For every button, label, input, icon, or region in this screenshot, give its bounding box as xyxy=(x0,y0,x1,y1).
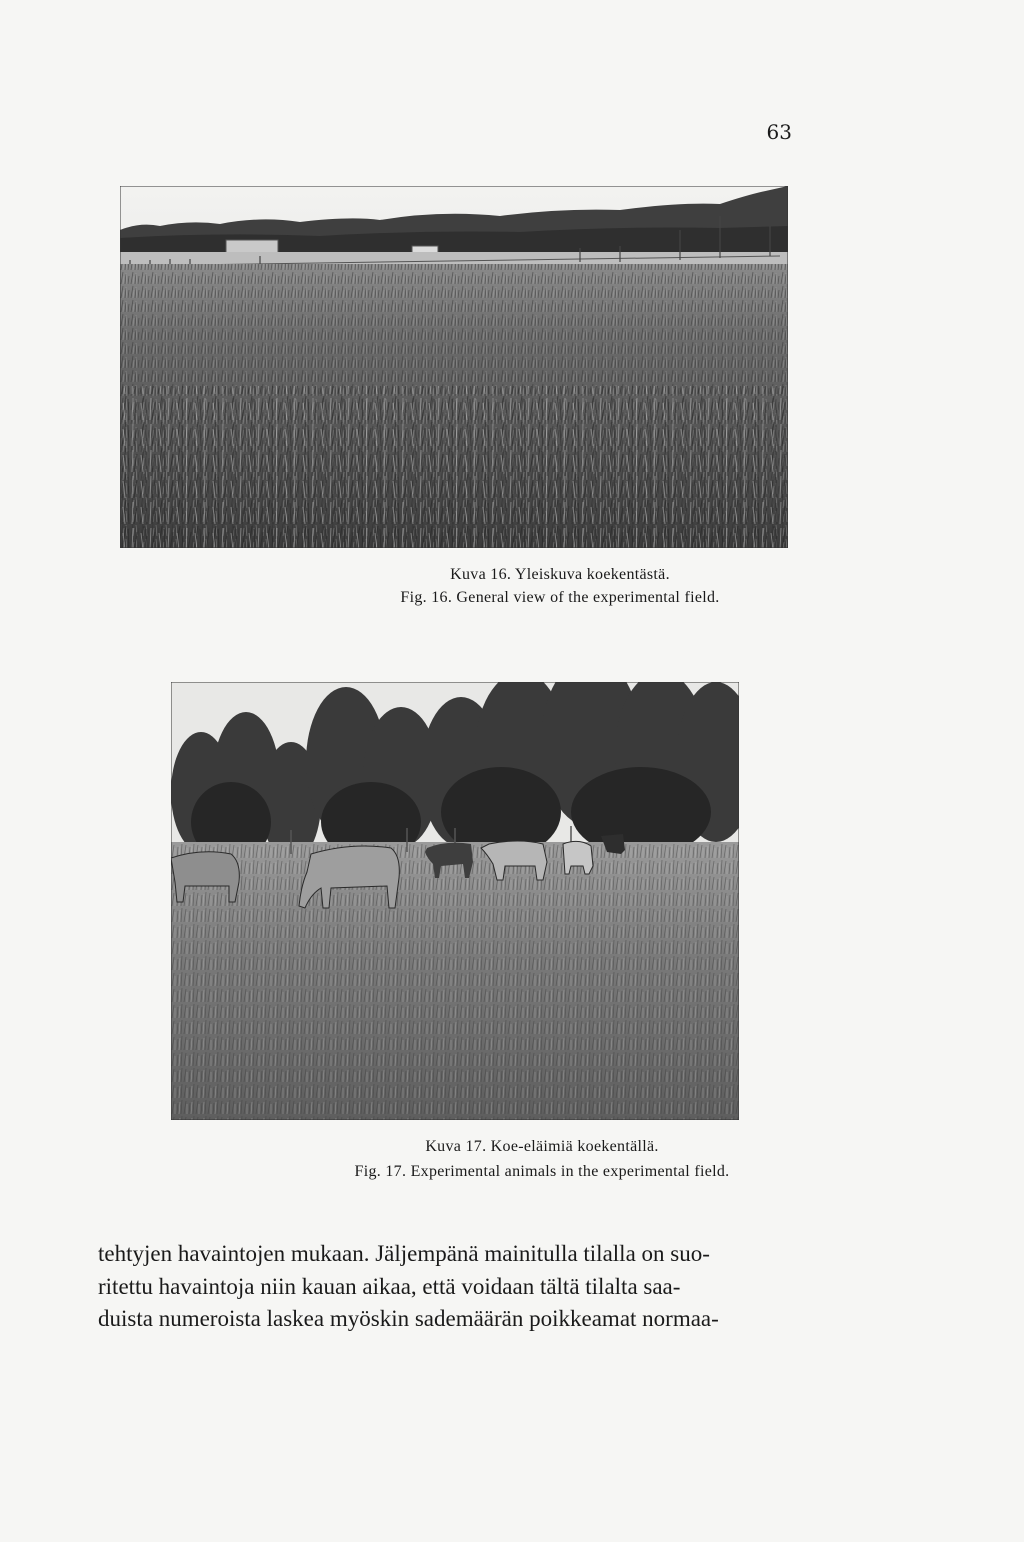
field-photo-image xyxy=(120,186,788,548)
figure-16-photo xyxy=(120,186,788,548)
page-number: 63 xyxy=(766,120,792,144)
body-line: ritettu havaintoja niin kauan aikaa, että voidaan tältä tilalta saa- xyxy=(98,1273,681,1299)
figure-16-caption-en: Fig. 16. General view of the experimental field. xyxy=(400,589,720,606)
body-line: duista numeroista laskea myöskin sademäärän poikkeamat normaa- xyxy=(98,1306,719,1331)
body-line: tehtyjen havaintojen mukaan. Jäljempänä mainitulla tilalla on suo- xyxy=(98,1241,710,1266)
body-paragraph xyxy=(98,1238,810,1336)
cattle-photo-image xyxy=(171,682,739,1120)
figure-17-photo xyxy=(171,682,739,1120)
figure-17-caption-fi: Kuva 17. Koe-eläimiä koekentällä. xyxy=(425,1138,659,1155)
figure-17-caption-en: Fig. 17. Experimental animals in the experimental field. xyxy=(354,1163,730,1180)
figure-16-caption-fi: Kuva 16. Yleiskuva koekentästä. xyxy=(450,566,670,583)
